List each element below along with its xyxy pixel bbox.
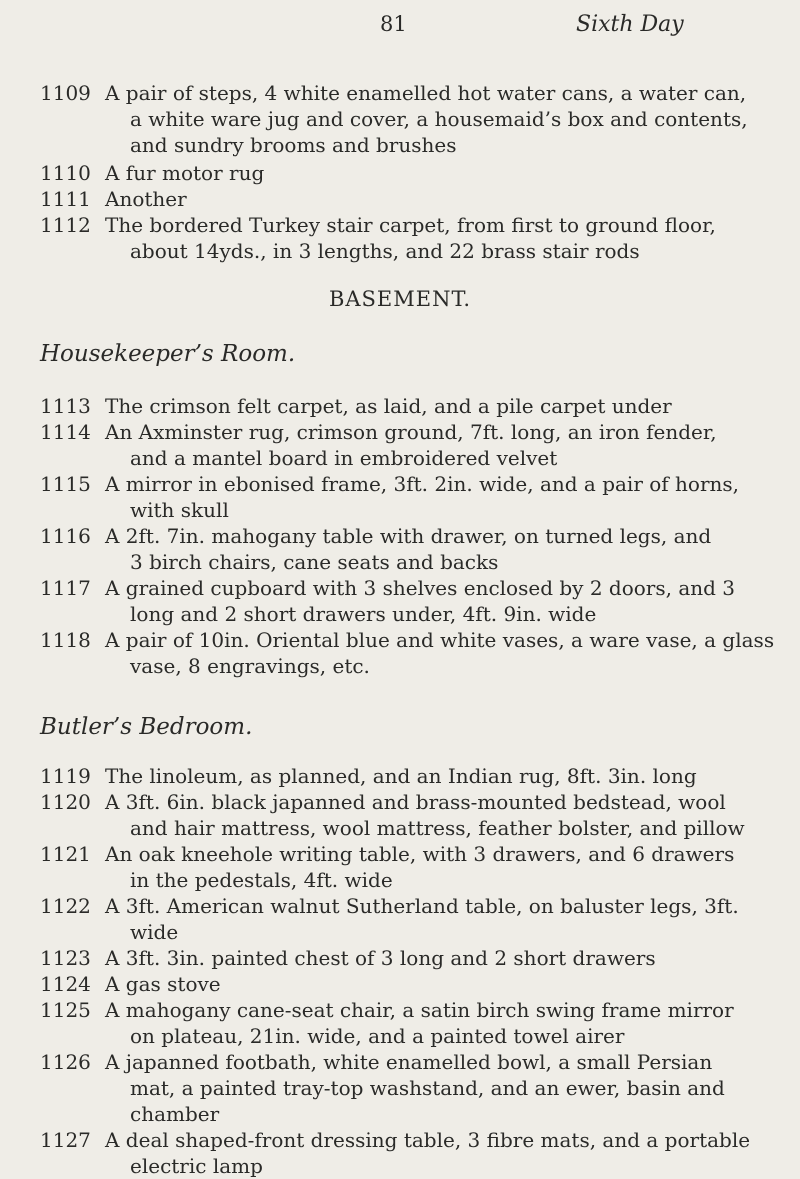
lot-description-line: The linoleum, as planned, and an Indian rug, 8ft. 3in. long: [105, 764, 697, 788]
lot-description-line: in the pedestals, 4ft. wide: [130, 868, 393, 892]
lot-number: 1110: [40, 161, 91, 185]
lot-number: 1124: [40, 972, 91, 996]
lot-description: [105, 789, 785, 841]
lot-description: [105, 523, 785, 575]
lot-description-line: Another: [105, 187, 187, 211]
lot-number: 1112: [40, 213, 91, 237]
lot-description-line: on plateau, 21in. wide, and a painted towel airer: [130, 1024, 625, 1048]
lot-description: [105, 471, 785, 523]
lot-description-line: chamber: [130, 1102, 220, 1126]
lot-description-line: A grained cupboard with 3 shelves enclosed by 2 doors, and 3: [105, 576, 736, 600]
lot-description: [105, 945, 785, 971]
lot-description: [105, 393, 785, 419]
lot-description-line: An oak kneehole writing table, with 3 drawers, and 6 drawers: [105, 842, 735, 866]
page-number: 81: [380, 12, 407, 36]
lot-number: 1121: [40, 842, 91, 866]
lot-description: [105, 419, 785, 471]
lot-description-line: a white ware jug and cover, a housemaid’s box and contents,: [130, 107, 748, 131]
lot-number: 1109: [40, 81, 91, 105]
day-heading: Sixth Day: [576, 12, 684, 37]
lot-description-line: vase, 8 engravings, etc.: [130, 654, 370, 678]
lot-number: 1114: [40, 420, 91, 444]
lot-number: 1113: [40, 394, 91, 418]
lot-description-line: mat, a painted tray-top washstand, and an ewer, basin and: [130, 1076, 725, 1100]
lot-description-line: A mahogany cane-seat chair, a satin birch swing frame mirror: [105, 998, 734, 1022]
lot-description-line: The crimson felt carpet, as laid, and a pile carpet under: [105, 394, 672, 418]
lot-description-line: A pair of 10in. Oriental blue and white vases, a ware vase, a glass: [105, 628, 775, 652]
lot-description-line: A 3ft. 6in. black japanned and brass-mounted bedstead, wool: [105, 790, 726, 814]
lot-number: 1123: [40, 946, 91, 970]
lot-number: 1126: [40, 1050, 91, 1074]
lot-description: [105, 160, 785, 186]
lot-description: [105, 212, 785, 264]
lot-description-line: A mirror in ebonised frame, 3ft. 2in. wide, and a pair of horns,: [105, 472, 740, 496]
lot-description-line: 3 birch chairs, cane seats and backs: [130, 550, 499, 574]
lot-description-line: and sundry brooms and brushes: [130, 133, 457, 157]
lot-number: 1118: [40, 628, 91, 652]
lot-description-line: wide: [130, 920, 179, 944]
lot-description-line: The bordered Turkey stair carpet, from first to ground floor,: [105, 213, 716, 237]
lot-description-line: An Axminster rug, crimson ground, 7ft. long, an iron fender,: [105, 420, 717, 444]
lot-number: 1119: [40, 764, 91, 788]
lot-description: [105, 575, 785, 627]
lot-description-line: long and 2 short drawers under, 4ft. 9in. wide: [130, 602, 597, 626]
lot-number: 1111: [40, 187, 91, 211]
lot-description-line: and hair mattress, wool mattress, feather bolster, and pillow: [130, 816, 745, 840]
lot-description-line: with skull: [130, 498, 229, 522]
lot-description: [105, 1049, 785, 1127]
lot-number: 1116: [40, 524, 91, 548]
lot-number: 1115: [40, 472, 91, 496]
room-heading-housekeepers: Housekeeper’s Room.: [40, 341, 296, 367]
lot-description-line: A 2ft. 7in. mahogany table with drawer, on turned legs, and: [105, 524, 712, 548]
lot-description-line: about 14yds., in 3 lengths, and 22 brass stair rods: [130, 239, 640, 263]
lot-description-line: A 3ft. 3in. painted chest of 3 long and 2 short drawers: [105, 946, 656, 970]
lot-number: 1122: [40, 894, 91, 918]
room-heading-butlers: Butler’s Bedroom.: [40, 714, 253, 740]
lot-description-line: electric lamp: [130, 1154, 263, 1178]
lot-description: [105, 80, 785, 158]
lot-number: 1120: [40, 790, 91, 814]
lot-description-line: A gas stove: [105, 972, 221, 996]
lot-description-line: A pair of steps, 4 white enamelled hot water cans, a water can,: [105, 81, 747, 105]
lot-description-line: A deal shaped-front dressing table, 3 fibre mats, and a portable: [105, 1128, 751, 1152]
lot-description-line: A fur motor rug: [105, 161, 265, 185]
lot-description-line: A japanned footbath, white enamelled bowl, a small Persian: [105, 1050, 713, 1074]
lot-number: 1127: [40, 1128, 91, 1152]
lot-description: [105, 841, 785, 893]
lot-number: 1117: [40, 576, 91, 600]
lot-description: [105, 627, 785, 679]
lot-description: [105, 763, 785, 789]
section-title: BASEMENT.: [328, 287, 472, 311]
lot-description: [105, 1127, 785, 1179]
lot-description: [105, 997, 785, 1049]
lot-description: [105, 186, 785, 212]
lot-description: [105, 893, 785, 945]
lot-description-line: and a mantel board in embroidered velvet: [130, 446, 558, 470]
lot-description: [105, 971, 785, 997]
lot-description-line: A 3ft. American walnut Sutherland table, on baluster legs, 3ft.: [105, 894, 739, 918]
page-header: [0, 12, 800, 42]
lot-number: 1125: [40, 998, 91, 1022]
